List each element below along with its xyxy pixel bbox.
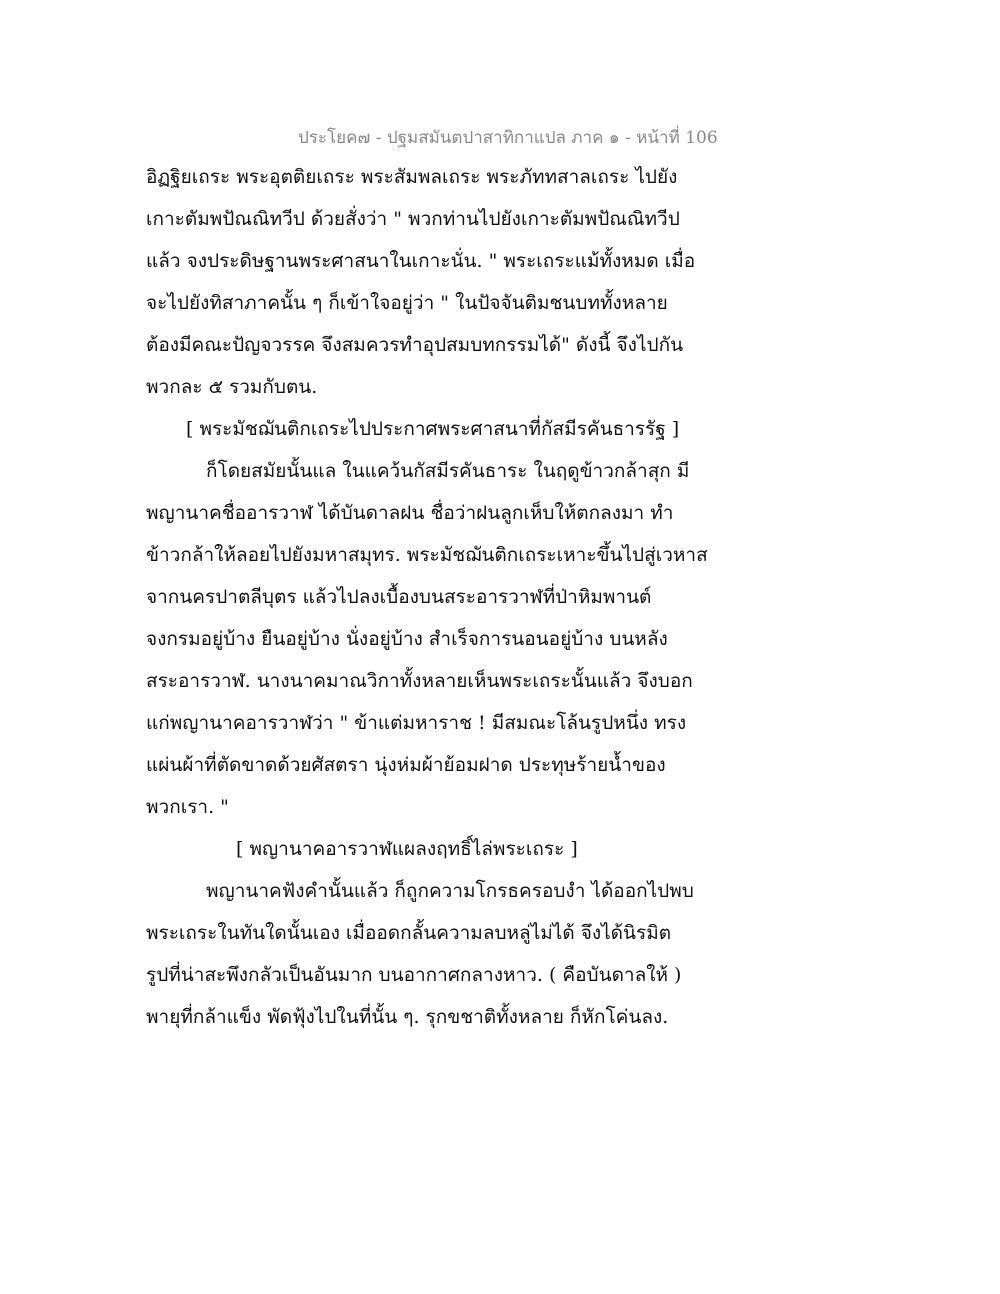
paragraph-start-line: ก็โดยสมัยนั้นแล ในแคว้นกัสมีรคันธาระ ในฤดูข้าวกล้าสุก มี <box>206 460 690 482</box>
paragraph-start-line: พญานาคฟังคำนั้นแล้ว ก็ถูกความโกรธครอบงำ ได้ออกไปพบ <box>206 880 694 902</box>
text-line: แล้ว จงประดิษฐานพระศาสนาในเกาะนั่น. " พระเถระแม้ทั้งหมด เมื่อ <box>146 250 696 272</box>
text-line: พระเถระในทันใดนั้นเอง เมื่ออดกลั้นความลบหลู่ไม่ได้ จึงได้นิรมิต <box>146 922 672 944</box>
text-line: สระอารวาฬ. นางนาคมาณวิกาทั้งหลายเห็นพระเถระนั้นแล้ว จึงบอก <box>146 670 693 692</box>
text-line: จะไปยังทิสาภาคนั้น ๆ ก็เข้าใจอยู่ว่า " ในปัจจันติมชนบททั้งหลาย <box>146 292 668 314</box>
text-line: รูปที่น่าสะพึงกลัวเป็นอันมาก บนอากาศกลางหาว. ( คือบันดาลให้ ) <box>146 964 682 986</box>
text-line: พวกละ ๕ รวมกับตน. <box>146 376 318 398</box>
text-line: อิฏฐิยเถระ พระอุตติยเถระ พระสัมพลเถระ พระภัททสาลเถระ ไปยัง <box>146 166 678 188</box>
text-line: พญานาคชื่ออารวาฬ ได้บันดาลฝน ชื่อว่าฝนลูกเห็บให้ตกลงมา ทำ <box>146 502 674 524</box>
text-line: ต้องมีคณะปัญจวรรค จึงสมควรทำอุปสมบทกรรมได้" ดังนี้ จึงไปกัน <box>146 334 684 356</box>
body-text <box>146 156 706 1038</box>
text-line: พวกเรา. " <box>146 796 229 818</box>
text-line: เกาะตัมพปัณณิทวีป ด้วยสั่งว่า " พวกท่านไปยังเกาะตัมพปัณณิทวีป <box>146 208 680 230</box>
section-heading: [ พญานาคอารวาฬแผลงฤทธิ์ไล่พระเถระ ] <box>236 838 578 860</box>
text-line: แผ่นผ้าที่ตัดขาดด้วยศัสตรา นุ่งห่มผ้าย้อมฝาด ประทุษร้ายน้ำของ <box>146 754 666 776</box>
text-line: ข้าวกล้าให้ลอยไปยังมหาสมุทร. พระมัชฌันติกเถระเหาะขึ้นไปสู่เวหาส <box>146 544 708 566</box>
text-line: จงกรมอยู่บ้าง ยืนอยู่บ้าง นั่งอยู่บ้าง สำเร็จการนอนอยู่บ้าง บนหลัง <box>146 628 668 650</box>
text-line: จากนครปาตลีบุตร แล้วไปลงเบื้องบนสระอารวาฬที่ป่าหิมพานต์ <box>146 586 652 608</box>
section-heading: [ พระมัชฌันติกเถระไปประกาศพระศาสนาที่กัสมีรคันธารรัฐ ] <box>186 418 680 440</box>
text-line: แก่พญานาคอารวาฬว่า " ข้าแต่มหาราช ! มีสมณะโล้นรูปหนึ่ง ทรง <box>146 712 687 734</box>
running-header: ประโยค๗ - ปฐมสมันตปาสาทิกาแปล ภาค ๑ - หน้าที่ 106 <box>298 128 718 148</box>
text-line: พายุที่กล้าแข็ง พัดฟุ้งไปในที่นั้น ๆ. รุกขชาติทั้งหลาย ก็หักโค่นลง. <box>146 1006 669 1028</box>
